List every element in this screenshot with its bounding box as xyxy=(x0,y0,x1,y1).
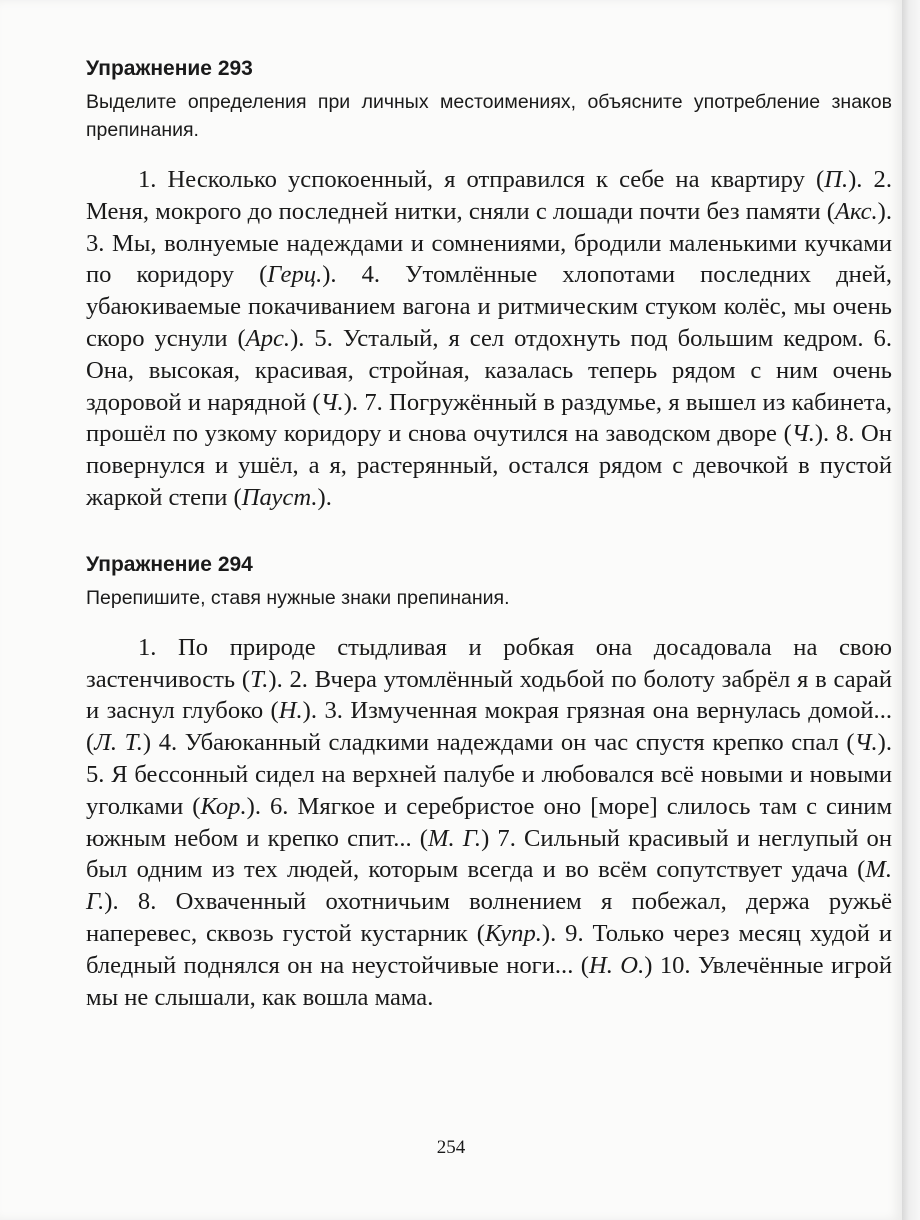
page-edge xyxy=(902,0,920,1220)
source-abbreviation: Н. xyxy=(278,697,303,725)
source-abbreviation: Ч. xyxy=(320,388,344,416)
exercise-293 xyxy=(86,56,892,514)
page-number: 254 xyxy=(436,1137,466,1158)
source-abbreviation: П. xyxy=(824,166,849,193)
exercise-294 xyxy=(86,552,892,1014)
exercise-text: 1. Несколько успокоенный, я отправился к себе на квартиру (П.). 2. Меня, мокрого до последней нитки, сняли с лошади почти без памяти (Акс.). 3. Мы, волнуемые надеждами и сомнениями, бродили маленькими кучками по коридору (Герц.). 4. Утомлённые хлопотами последних дней, убаюкиваемые покачиванием вагона и ритмическим стуком колёс, мы очень скоро уснули (Арс.). 5. Усталый, я сел отдохнуть под большим кедром. 6. Она, высокая, красивая, стройная, казалась теперь рядом с ним очень здоровой и нарядной (Ч.). 7. Погружённый в раздумье, я вышел из кабинета, прошёл по узкому коридору и снова очутился на заводском дворе (Ч.). 8. Он повернулся и ушёл, а я, растерянный, остался рядом с девочкой в пустой жаркой степи (Пауст.). xyxy=(86,166,893,511)
source-abbreviation: Герц. xyxy=(267,261,323,289)
source-abbreviation: Ч. xyxy=(854,729,878,757)
source-abbreviation: Ч. xyxy=(791,420,815,448)
source-abbreviation: Купр. xyxy=(484,919,542,947)
source-abbreviation: Н. О. xyxy=(588,951,645,979)
exercise-title: Упражнение 293 xyxy=(86,57,253,80)
source-abbreviation: Арс. xyxy=(245,324,291,352)
source-abbreviation: Акс. xyxy=(835,197,878,225)
exercise-task: Выделите определения при личных местоимениях, объясните употребление знаков препинания. xyxy=(86,91,892,141)
section-gap xyxy=(86,514,892,552)
exercise-task: Перепишите, ставя нужные знаки препинания. xyxy=(86,586,510,609)
exercise-text: 1. По природе стыдливая и робкая она досадовала на свою застенчивость (Т.). 2. Вчера утомлённый ходьбой по болоту забрёл я в сарай и заснул глубоко (Н.). 3. Измученная мокрая грязная она вернулась домой... (Л. Т.) 4. Убаюканный сладкими надеждами он час спустя крепко спал (Ч.). 5. Я бессонный сидел на верхней палубе и любовался всё новыми и новыми уголками (Кор.). 6. Мягкое и серебристое оно [море] слилось там с синим южным небом и крепко спит... (М. Г.) 7. Сильный красивый и неглупый он был одним из тех людей, которым всегда и во всём сопутствует удача (М. Г.). 8. Охваченный охотничьим волнением я побежал, держа ружьё наперевес, сквозь густой кустарник (Купр.). 9. Только через месяц худой и бледный поднялся он на неустойчивые ноги... (Н. О.) 10. Увлечённые игрой мы не слышали, как вошла мама. xyxy=(86,633,893,1011)
exercise-title: Упражнение 294 xyxy=(86,552,253,576)
page-content xyxy=(86,56,892,1013)
source-abbreviation: М. Г. xyxy=(428,824,482,852)
source-abbreviation: Кор. xyxy=(200,792,247,820)
source-abbreviation: Т. xyxy=(250,665,269,693)
source-abbreviation: М. Г. xyxy=(86,856,892,916)
source-abbreviation: Л. Т. xyxy=(94,729,143,757)
source-abbreviation: Пауст. xyxy=(241,483,318,511)
